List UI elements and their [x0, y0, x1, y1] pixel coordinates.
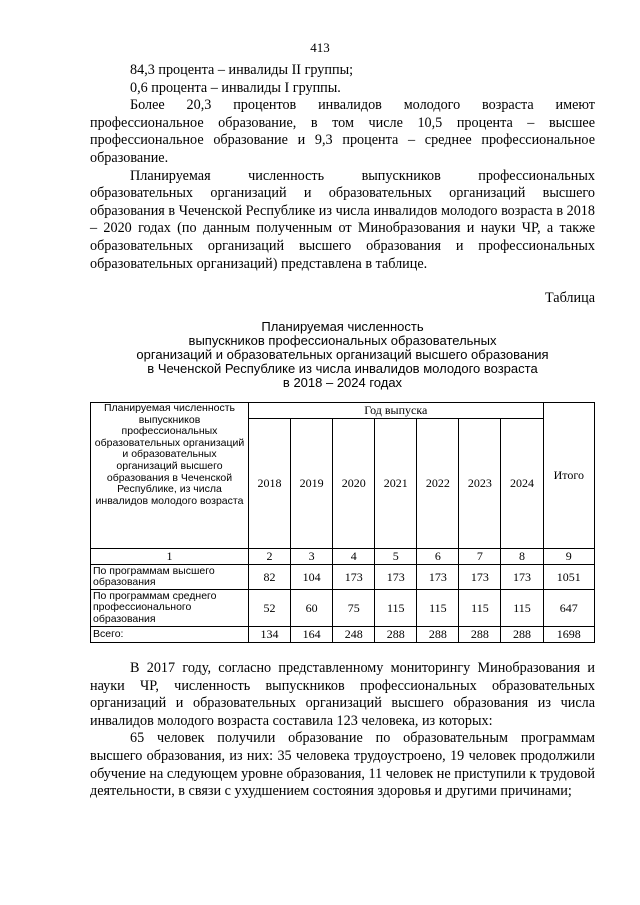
year-header: 2021: [375, 419, 417, 549]
table-cell: 288: [459, 627, 501, 643]
outro-paragraph-1: В 2017 году, согласно представленному мониторингу Минобразования и науки ЧР, численность выпускников профессиональных образовательных организаций и образовательных организаций высшего образования из числа инвалидов молодого возраста составила 123 человека, из которых:: [90, 660, 595, 729]
column-number: 6: [417, 549, 459, 565]
table-cell: 75: [333, 590, 375, 627]
column-number: 4: [333, 549, 375, 565]
table-cell: 173: [375, 565, 417, 590]
column-number: 7: [459, 549, 501, 565]
year-group-header: Год выпуска: [249, 403, 544, 419]
table-cell: 173: [417, 565, 459, 590]
graduates-table: [90, 402, 595, 643]
year-header: 2020: [333, 419, 375, 549]
table-row: [91, 565, 595, 590]
table-cell: 647: [543, 590, 594, 627]
table-cell: 173: [459, 565, 501, 590]
outro-paragraph-2: 65 человек получили образование по образовательным программам высшего образования, из них: 35 человека трудоустроено, 19 человек продолжили обучение на следующем уровне образования, 11 человек не приступили к трудовой деятельности, в связи с ухудшением состояния здоровья и другими причинами;: [90, 730, 595, 800]
year-header: 2023: [459, 419, 501, 549]
table-cell: 115: [375, 590, 417, 627]
column-number: 8: [501, 549, 543, 565]
column-number: 2: [249, 549, 291, 565]
table-head-label: Планируемая численность выпускников профессиональных образовательных организаций и образовательных организаций высшего образования в Чеченской Республике, из числа инвалидов молодого возраста: [91, 403, 249, 549]
table-title-line: в Чеченской Республике из числа инвалидов молодого возраста: [147, 361, 538, 376]
intro-line-2: 0,6 процента – инвалиды I группы.: [130, 79, 341, 96]
row-label: По программам высшего образования: [91, 565, 249, 590]
table-cell: 52: [249, 590, 291, 627]
page-number: 413: [310, 40, 330, 55]
table-cell: 288: [501, 627, 543, 643]
table-cell: 82: [249, 565, 291, 590]
table-title: [90, 320, 595, 390]
total-header: Итого: [543, 403, 594, 549]
intro-line-1: 84,3 процента – инвалиды II группы;: [130, 62, 354, 78]
year-header: 2024: [501, 419, 543, 549]
column-number: 9: [543, 549, 594, 565]
table-cell: 104: [291, 565, 333, 590]
table-title-line: выпускников профессиональных образовательных: [188, 333, 497, 348]
outro-text: [90, 660, 595, 801]
table-cell: 288: [417, 627, 459, 643]
table-cell: 134: [249, 627, 291, 643]
column-number: 1: [91, 549, 249, 565]
intro-paragraph-2: Планируемая численность выпускников профессиональных образовательных организаций и образовательных организаций высшего образования в Чеченской Республике из числа инвалидов молодого возраста в 2018 – 2020 годах (по данным полученным от Минобразования и науки ЧР, а также образовательных организаций высшего образования и профессиональных образовательных организаций) представлена в таблице.: [90, 167, 595, 272]
table-cell: 115: [501, 590, 543, 627]
table-cell: 173: [501, 565, 543, 590]
table-label: Таблица: [544, 290, 595, 306]
column-number: 3: [291, 549, 333, 565]
row-label: Всего:: [91, 627, 249, 643]
table-cell: 1051: [543, 565, 594, 590]
table-cell: 173: [333, 565, 375, 590]
table-cell: 115: [417, 590, 459, 627]
year-header: 2022: [417, 419, 459, 549]
table-title-line: Планируемая численность: [261, 319, 424, 334]
table-row: [91, 590, 595, 627]
year-header: 2018: [249, 419, 291, 549]
table-cell: 248: [333, 627, 375, 643]
table-row: [91, 627, 595, 643]
table-cell: 164: [291, 627, 333, 643]
table-cell: 60: [291, 590, 333, 627]
table-cell: 288: [375, 627, 417, 643]
table-title-line: в 2018 – 2024 годах: [282, 375, 403, 390]
intro-paragraph-1: Более 20,3 процентов инвалидов молодого возраста имеют профессиональное образование, в том числе 10,5 процента – высшее профессиональное образование и 9,3 процента – среднее профессиональное образование.: [90, 97, 595, 166]
table-cell: 1698: [543, 627, 594, 643]
table-cell: 115: [459, 590, 501, 627]
intro-text: [90, 62, 595, 273]
year-header: 2019: [291, 419, 333, 549]
column-number: 5: [375, 549, 417, 565]
row-label: По программам среднего профессионального образования: [91, 590, 249, 627]
table-title-line: организаций и образовательных организаций высшего образования: [136, 347, 549, 362]
